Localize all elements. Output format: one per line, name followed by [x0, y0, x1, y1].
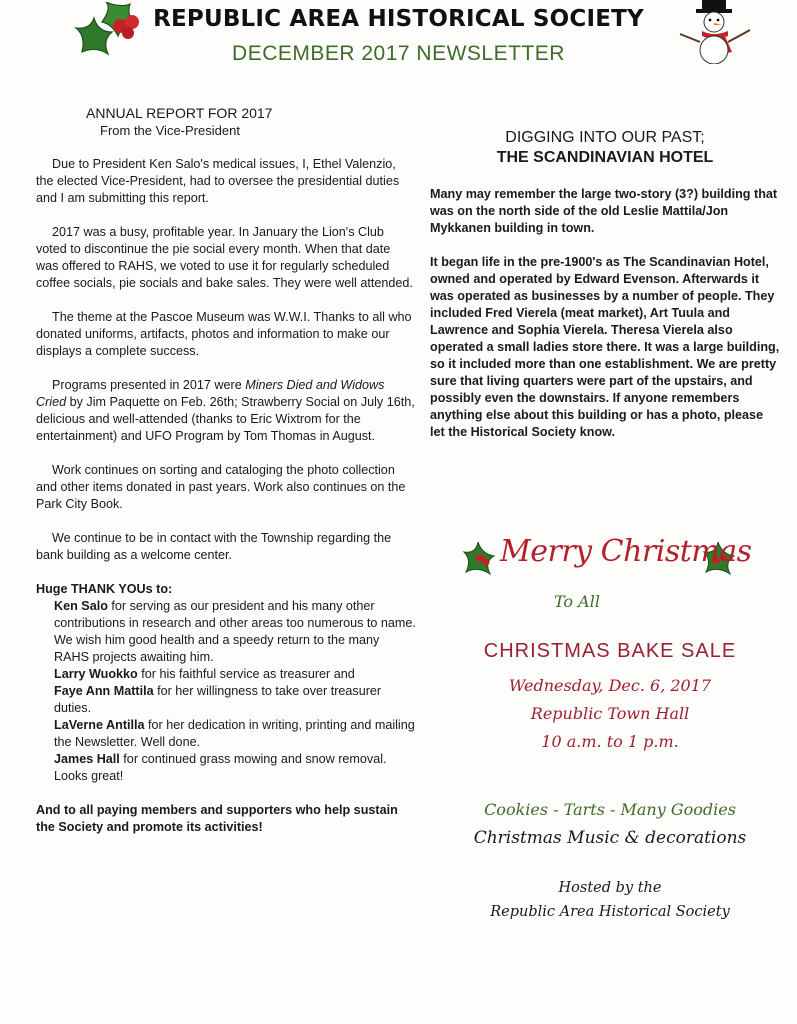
to-all-text: To All — [554, 592, 600, 611]
newsletter-subtitle: DECEMBER 2017 NEWSLETTER — [232, 42, 565, 65]
bake-sale-date: Wednesday, Dec. 6, 2017 — [508, 676, 712, 695]
thanks-item — [54, 717, 416, 751]
program-title: Miners Died and Widows Cried — [36, 378, 385, 409]
thanks-heading — [36, 581, 416, 598]
thanks-text: for his faithful service as treasurer and — [137, 667, 355, 681]
thanks-heading-a: Huge — [36, 582, 71, 596]
closing-statement — [36, 802, 416, 836]
thanks-item — [54, 683, 416, 717]
bake-sale-place: Republic Town Hall — [530, 704, 690, 723]
thanks-text: for continued grass mowing and snow removal. Looks great! — [54, 752, 387, 783]
hotel-paragraph-1: Many may remember the large two-story (3?) building that was on the north side of the old Leslie Mattila/Jon Mykkanen building in town. — [430, 187, 778, 235]
bake-sale-time: 10 a.m. to 1 p.m. — [541, 732, 679, 751]
annual-report-subheading: From the Vice-President — [100, 123, 240, 138]
merry-christmas-banner: Merry Christmas — [500, 534, 752, 569]
report-paragraph-6: We continue to be in contact with the Township regarding the bank building as a welcome center. — [36, 531, 392, 562]
hotel-heading-1: DIGGING INTO OUR PAST; — [505, 129, 705, 146]
bake-sale-music: Christmas Music & decorations — [473, 828, 747, 848]
hotel-paragraph-2: It began life in the pre-1900's as The Scandinavian Hotel, owned and operated by Edward Evenson. Afterwards it was operated as businesses by a number of people. They included Fred Vierela (meat market), Art Tuula and Lawrence and Sophia Vierela. Theresa Vierela also operated a small ladies store there. It was a large building, so it included more than one establishment. We are pretty sure that living quarters were part of the upstairs, and possibly even the downstairs. If anyone remembers anything else about this building or has a photo, please let the Historical Society know. — [430, 255, 780, 439]
newsletter-title: REPUBLIC AREA HISTORICAL SOCIETY — [153, 6, 644, 32]
thanks-list — [36, 598, 416, 785]
hotel-heading-2: THE SCANDINAVIAN HOTEL — [496, 149, 714, 166]
thanks-name: Faye Ann Mattila — [54, 684, 154, 698]
annual-report-heading: ANNUAL REPORT FOR 2017 — [86, 105, 273, 121]
thanks-name: LaVerne Antilla — [54, 718, 145, 732]
scandinavian-hotel-column — [430, 128, 780, 458]
thanks-item — [54, 666, 416, 683]
hotel-heading — [430, 128, 780, 168]
report-paragraph-3: The theme at the Pascoe Museum was W.W.I. Thanks to all who donated uniforms, artifacts, photos and information to make our displays a complete success. — [36, 310, 412, 358]
hosted-by-line-1: Hosted by the — [558, 880, 662, 896]
thanks-name: Larry Wuokko — [54, 667, 138, 681]
thanks-item — [54, 751, 416, 785]
programs-text-a: Programs presented in 2017 were — [52, 378, 246, 392]
report-paragraph-4 — [36, 377, 416, 445]
report-paragraph-2: 2017 was a busy, profitable year. In January the Lion's Club voted to discontinue the pie social every month. When that date was offered to RAHS, we voted to use it for regularly scheduled coffee socials, pie socials and bake sales. They were well attended. — [36, 225, 413, 290]
thanks-text: for serving as our president and his many other contributions in research and other areas too numerous to name. We wish him good health and a speedy return to the many RAHS projects awaiting him. — [54, 599, 416, 664]
thanks-text: for her willingness to take over treasurer duties. — [54, 684, 382, 715]
hotel-body — [430, 186, 780, 441]
thanks-heading-c: to: — [152, 582, 173, 596]
thanks-name: Ken Salo — [54, 599, 108, 613]
report-paragraph-1: Due to President Ken Salo's medical issues, I, Ethel Valenzio, the elected Vice-President, had to oversee the presidential duties and I am submitting this report. — [36, 157, 400, 205]
thanks-text: for her dedication in writing, printing and mailing the Newsletter. Well done. — [54, 718, 415, 749]
annual-report-column — [36, 104, 416, 836]
holly-sprig-icon — [462, 534, 498, 578]
bake-sale-goodies: Cookies - Tarts - Many Goodies — [484, 800, 736, 819]
bake-sale-title: CHRISTMAS BAKE SALE — [483, 640, 737, 662]
programs-text-b: by Jim Paquette on Feb. 26th; Strawberry Social on July 16th, delicious and well-attended (thanks to Eric Wixtrom for the entertainment) and UFO Program by Tom Thomas in August. — [36, 395, 415, 443]
report-paragraph-5: Work continues on sorting and cataloging the photo collection and other items donated in past years. Work also continues on the Park City Book. — [36, 463, 406, 511]
closing-text: And to all paying members and supporters who help sustain the Society and promote its activities! — [36, 803, 398, 834]
thanks-item — [54, 598, 416, 666]
hosted-by-line-2: Republic Area Historical Society — [490, 904, 730, 920]
thanks-heading-b: THANK YOUs — [70, 582, 153, 596]
thanks-name: James Hall — [54, 752, 120, 766]
